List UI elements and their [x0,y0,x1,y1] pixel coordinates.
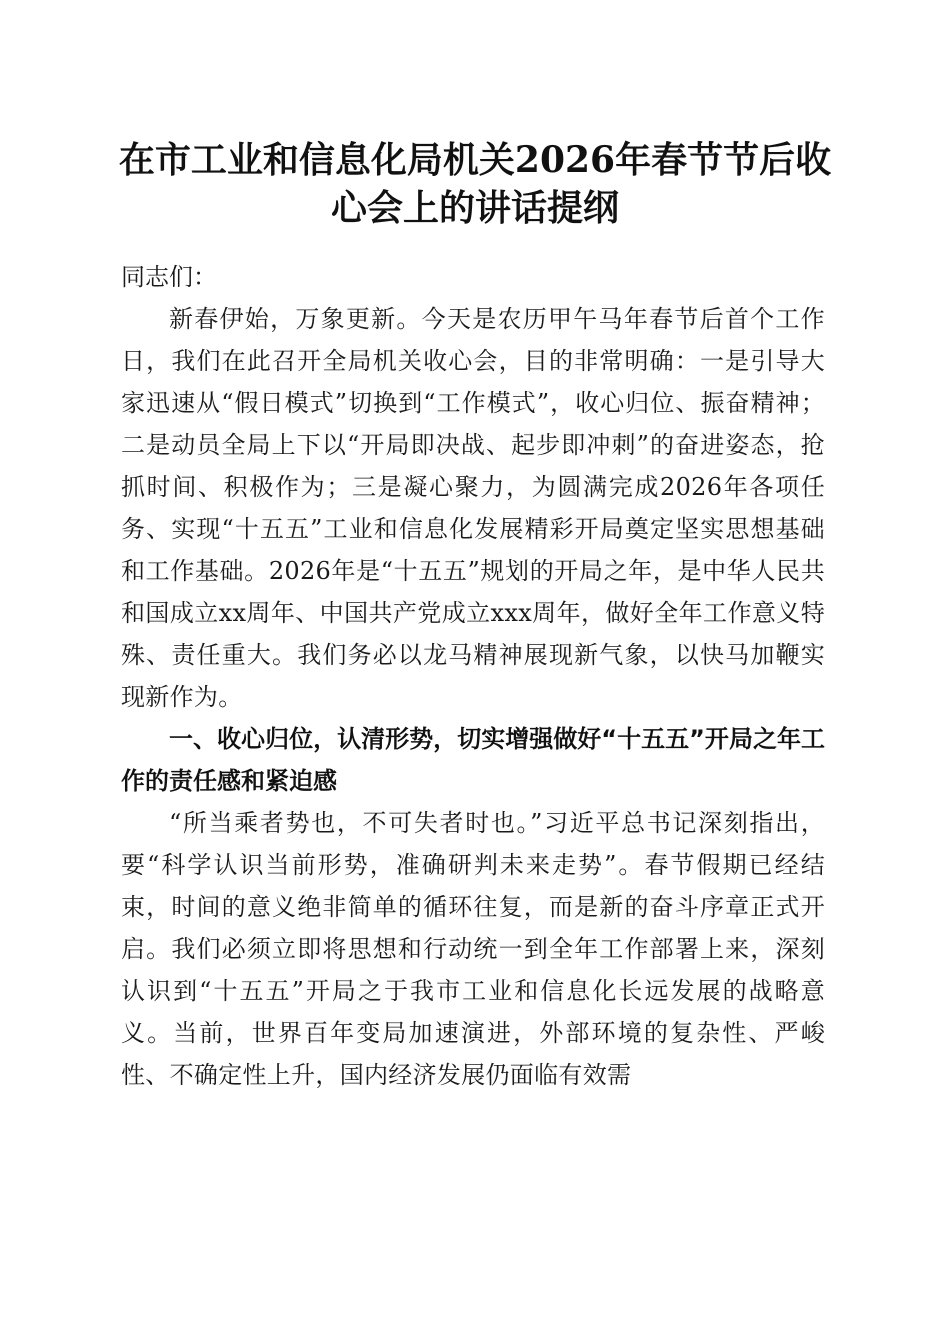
section-heading-1: 一、收心归位，认清形势，切实增强做好“十五五”开局之年工作的责任感和紧迫感 [121,725,825,795]
paragraph-section-1: “所当乘者势也，不可失者时也。”习近平总书记深刻指出，要“科学认识当前形势，准确研判未来走势”。春节假期已经结束，时间的意义绝非简单的循环往复，而是新的奋斗序章正式开启。我们必须立即将思想和行动统一到全年工作部署上来，深刻认识到“十五五”开局之于我市工业和信息化长远发展的战略意义。当前，世界百年变局加速演进，外部环境的复杂性、严峻性、不确定性上升，国内经济发展仍面临有效需 [121,809,825,1089]
salutation: 同志们： [121,263,217,291]
paragraph-intro: 新春伊始，万象更新。今天是农历甲午马年春节后首个工作日，我们在此召开全局机关收心会，目的非常明确：一是引导大家迅速从“假日模式”切换到“工作模式”，收心归位、振奋精神；二是动员全局上下以“开局即决战、起步即冲刺”的奋进姿态，抢抓时间、积极作为；三是凝心聚力，为圆满完成2026年各项任务、实现“十五五”工业和信息化发展精彩开局奠定坚实思想基础和工作基础。2026年是“十五五”规划的开局之年，是中华人民共和国成立xx周年、中国共产党成立xxx周年，做好全年工作意义特殊、责任重大。我们务必以龙马精神展现新气象，以快马加鞭实现新作为。 [121,305,825,711]
document-title [100,136,850,232]
title-line-2: 心会上的讲话提纲 [330,187,619,229]
document-body [121,252,825,1096]
title-line-1: 在市工业和信息化局机关2026年春节节后收 [118,139,832,181]
